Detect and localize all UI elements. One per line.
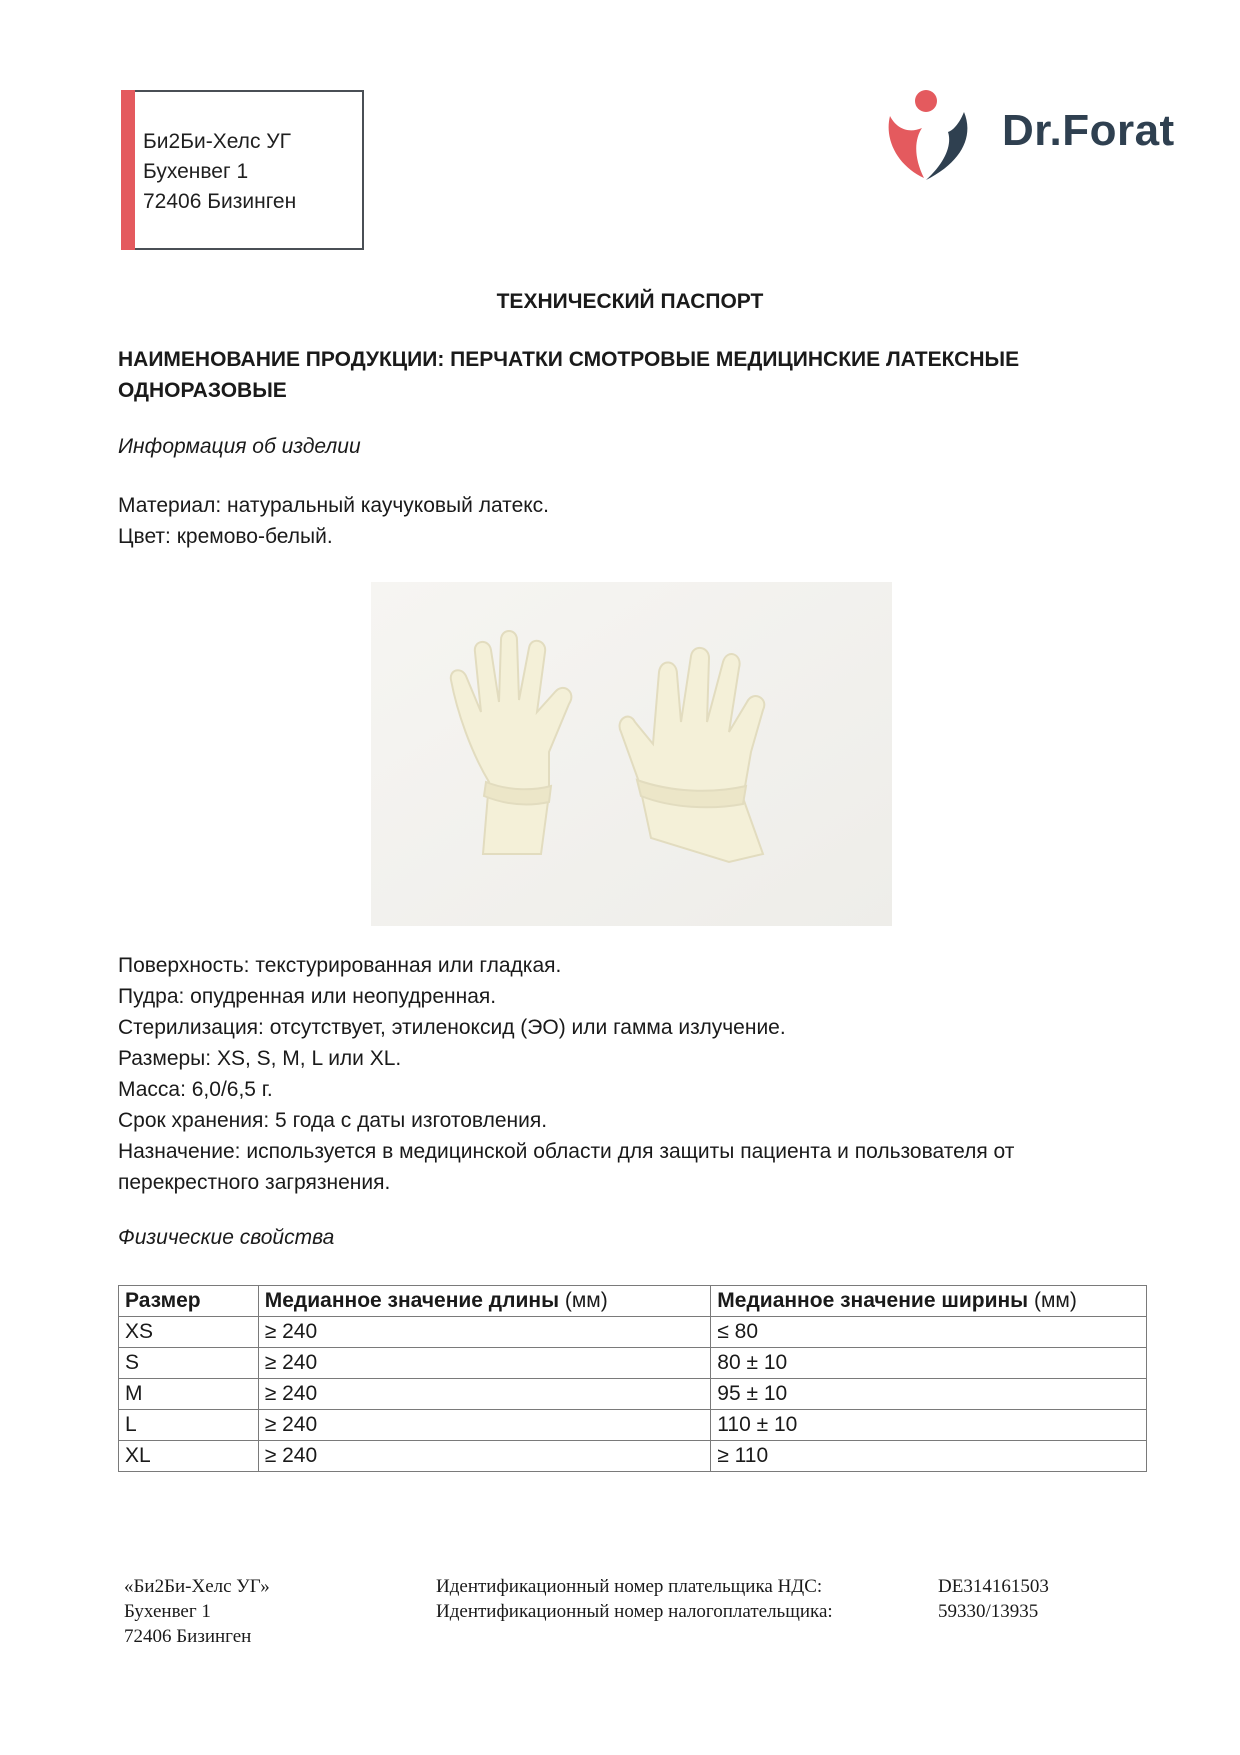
table-row bbox=[119, 1379, 1147, 1410]
purpose-line: Назначение: используется в медицинской области для защиты пациента и пользователя от bbox=[118, 1140, 1015, 1163]
logo-mark-icon bbox=[884, 88, 984, 183]
cell-size: XS bbox=[119, 1317, 259, 1348]
purpose-line-cont: перекрестного загрязнения. bbox=[118, 1171, 391, 1194]
table-row bbox=[119, 1410, 1147, 1441]
sterilization-line: Стерилизация: отсутствует, этиленоксид (ЭО) или гамма излучение. bbox=[118, 1016, 786, 1039]
footer-street: Бухенвег 1 bbox=[124, 1601, 211, 1622]
sender-city: 72406 Бизинген bbox=[143, 190, 297, 213]
surface-line: Поверхность: текстурированная или гладкая. bbox=[118, 954, 562, 977]
cell-size: S bbox=[119, 1348, 259, 1379]
footer-id-values bbox=[938, 1574, 1049, 1624]
physical-properties-table bbox=[118, 1285, 1147, 1472]
footer-company bbox=[124, 1574, 270, 1649]
cell-width: 95 ± 10 bbox=[711, 1379, 1147, 1410]
sizes-line: Размеры: XS, S, M, L или XL. bbox=[118, 1047, 402, 1070]
cell-length: ≥ 240 bbox=[258, 1441, 711, 1472]
product-photo bbox=[371, 582, 892, 926]
footer-city: 72406 Бизинген bbox=[124, 1626, 252, 1647]
footer-id-labels bbox=[436, 1574, 833, 1624]
tax-label: Идентификационный номер налогоплательщика: bbox=[436, 1601, 833, 1622]
product-name: НАИМЕНОВАНИЕ ПРОДУКЦИИ: ПЕРЧАТКИ СМОТРОВЫЕ МЕДИЦИНСКИЕ ЛАТЕКСНЫЕ ОДНОРАЗОВЫЕ bbox=[118, 348, 1020, 402]
cell-width: ≤ 80 bbox=[711, 1317, 1147, 1348]
cell-length: ≥ 240 bbox=[258, 1348, 711, 1379]
specs-block bbox=[118, 950, 1014, 1198]
logo-wordmark: Dr.Forat bbox=[1002, 106, 1175, 155]
company-logo bbox=[884, 88, 1184, 183]
color-line: Цвет: кремово-белый. bbox=[118, 525, 333, 548]
mass-line: Масса: 6,0/6,5 г. bbox=[118, 1078, 273, 1101]
sender-street: Бухенвег 1 bbox=[143, 160, 249, 183]
cell-length: ≥ 240 bbox=[258, 1410, 711, 1441]
cell-length: ≥ 240 bbox=[258, 1317, 711, 1348]
sender-company: Би2Би-Хелс УГ bbox=[143, 130, 291, 153]
sender-address-box bbox=[121, 90, 364, 250]
gloves-image bbox=[371, 582, 892, 926]
product-info-heading: Информация об изделии bbox=[118, 435, 361, 458]
tax-value: 59330/13935 bbox=[938, 1601, 1039, 1622]
header-length: Медианное значение длины (мм) bbox=[258, 1286, 711, 1317]
header-size: Размер bbox=[119, 1286, 259, 1317]
shelf-life-line: Срок хранения: 5 года с даты изготовления. bbox=[118, 1109, 548, 1132]
cell-width: ≥ 110 bbox=[711, 1441, 1147, 1472]
document-title: ТЕХНИЧЕСКИЙ ПАСПОРТ bbox=[496, 290, 764, 313]
cell-width: 80 ± 10 bbox=[711, 1348, 1147, 1379]
table-row bbox=[119, 1317, 1147, 1348]
header-width: Медианное значение ширины (мм) bbox=[711, 1286, 1147, 1317]
table-row bbox=[119, 1348, 1147, 1379]
physical-properties-heading: Физические свойства bbox=[118, 1226, 335, 1249]
product-info-block bbox=[118, 490, 549, 552]
material-line: Материал: натуральный каучуковый латекс. bbox=[118, 494, 550, 517]
sender-address bbox=[143, 127, 296, 217]
powder-line: Пудра: опудренная или неопудренная. bbox=[118, 985, 497, 1008]
cell-length: ≥ 240 bbox=[258, 1379, 711, 1410]
cell-size: M bbox=[119, 1379, 259, 1410]
address-accent-bar bbox=[121, 90, 135, 250]
table-row bbox=[119, 1441, 1147, 1472]
footer-company-name: «Би2Би-Хелс УГ» bbox=[124, 1576, 270, 1597]
cell-width: 110 ± 10 bbox=[711, 1410, 1147, 1441]
vat-value: DE314161503 bbox=[938, 1576, 1049, 1597]
cell-size: L bbox=[119, 1410, 259, 1441]
vat-label: Идентификационный номер плательщика НДС: bbox=[436, 1576, 823, 1597]
table-header-row bbox=[119, 1286, 1147, 1317]
cell-size: XL bbox=[119, 1441, 259, 1472]
